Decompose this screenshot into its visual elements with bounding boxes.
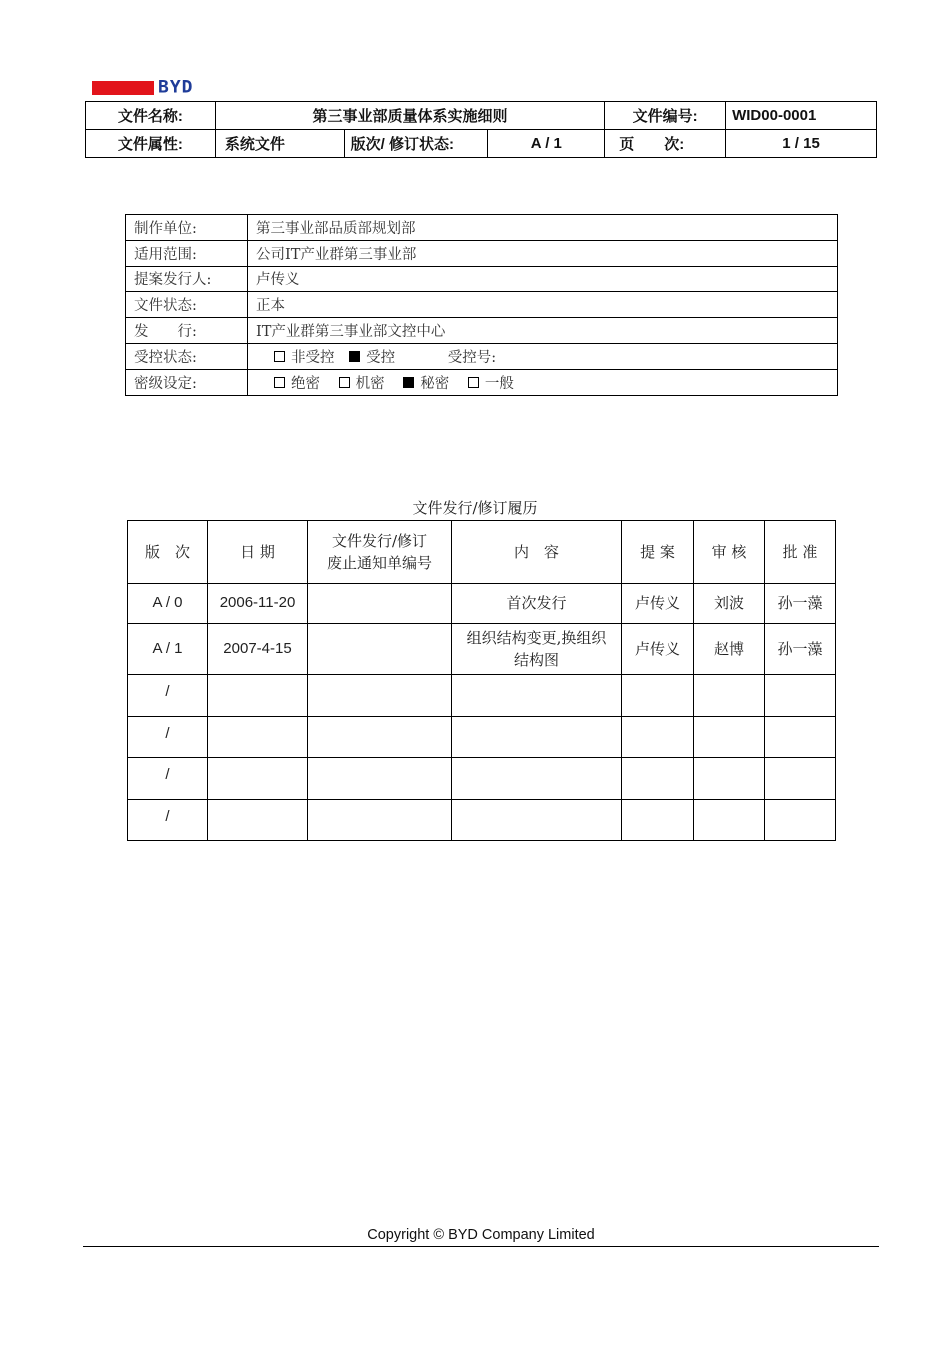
- info-value: 第三事业部品质部规划部: [248, 215, 838, 241]
- logo-red-bar: [92, 81, 154, 95]
- revision-history-table: [127, 520, 836, 841]
- doc-code-label: 文件编号:: [605, 102, 726, 130]
- info-label: 文件状态:: [126, 292, 248, 318]
- cell-reviewer: 刘波: [694, 584, 765, 624]
- cell-version: /: [128, 799, 208, 841]
- col-header-version: 版 次: [128, 521, 208, 584]
- copyright-notice: Copyright © BYD Company Limited: [367, 1227, 595, 1243]
- cell-version: /: [128, 758, 208, 800]
- info-row: [126, 240, 838, 266]
- doc-page-value: 1 / 15: [726, 130, 877, 158]
- controlled-option: 受控: [366, 349, 396, 366]
- cell-approver: 孙一藻: [765, 624, 836, 675]
- cell-content-line1: 组织结构变更,换组织: [466, 628, 607, 647]
- info-row: [126, 292, 838, 318]
- cell-notice: [308, 584, 452, 624]
- uncontrolled-option: 非受控: [291, 349, 335, 366]
- cell-version: A / 1: [128, 624, 208, 675]
- col-header-notice-line1: 文件发行/修订: [331, 531, 428, 550]
- unchecked-checkbox-icon: [339, 377, 350, 388]
- control-status-row: [126, 343, 838, 369]
- info-value: 公司IT产业群第三事业部: [248, 240, 838, 266]
- col-header-approver: 批 准: [765, 521, 836, 584]
- col-header-content: 内 容: [452, 521, 622, 584]
- info-label: 发 行:: [126, 318, 248, 344]
- secret-level-label: 密级设定:: [126, 369, 248, 395]
- cell-notice: [308, 624, 452, 675]
- cell-approver: 孙一藻: [765, 584, 836, 624]
- unchecked-checkbox-icon: [274, 351, 285, 362]
- cell-reviewer: 赵博: [694, 624, 765, 675]
- revision-header-row: [128, 521, 836, 584]
- unchecked-checkbox-icon: [274, 377, 285, 388]
- control-number-label: 受控号:: [447, 349, 497, 366]
- info-value: 卢传义: [248, 266, 838, 292]
- table-row: [128, 624, 836, 675]
- secret-level-row: [126, 369, 838, 395]
- col-header-notice: [308, 521, 452, 584]
- secret-option-general: 一般: [484, 375, 514, 392]
- col-header-notice-line2: 废止通知单编号: [326, 554, 432, 572]
- document-header-table: [85, 101, 877, 158]
- logo-text: BYD: [158, 77, 194, 98]
- secret-option-top: 绝密: [291, 375, 320, 392]
- revision-history-caption: 文件发行/修订履历: [412, 499, 538, 517]
- secret-option-secret: 秘密: [420, 375, 450, 392]
- table-row: [128, 799, 836, 841]
- cell-date: 2007-4-15: [208, 624, 308, 675]
- col-header-date: 日 期: [208, 521, 308, 584]
- info-value: 正本: [248, 292, 838, 318]
- checked-checkbox-icon: [403, 377, 414, 388]
- doc-code-value: WID00-0001: [726, 102, 877, 130]
- doc-name-label: 文件名称:: [86, 102, 216, 130]
- table-row: [128, 675, 836, 717]
- info-row: [126, 318, 838, 344]
- cell-version: /: [128, 675, 208, 717]
- table-row: [128, 584, 836, 624]
- cell-date: 2006-11-20: [208, 584, 308, 624]
- col-header-proposer: 提 案: [622, 521, 694, 584]
- doc-version-label: 版次/ 修订状态:: [344, 130, 488, 158]
- doc-version-value: A / 1: [488, 130, 605, 158]
- table-row: [128, 716, 836, 758]
- cell-content: [452, 624, 622, 675]
- doc-name-value: 第三事业部质量体系实施细则: [215, 102, 604, 130]
- secret-option-confidential: 机密: [355, 375, 385, 392]
- document-info-table: [125, 214, 838, 396]
- info-row: [126, 266, 838, 292]
- info-label: 提案发行人:: [126, 266, 248, 292]
- cell-content: 首次发行: [452, 584, 622, 624]
- cell-version: /: [128, 716, 208, 758]
- cell-proposer: 卢传义: [622, 584, 694, 624]
- table-row: [128, 758, 836, 800]
- col-header-reviewer: 审 核: [694, 521, 765, 584]
- cell-version: A / 0: [128, 584, 208, 624]
- info-row: [126, 215, 838, 241]
- info-value: IT产业群第三事业部文控中心: [248, 318, 838, 344]
- footer-divider: [83, 1246, 879, 1247]
- unchecked-checkbox-icon: [468, 377, 479, 388]
- doc-page-label: 页 次:: [605, 130, 726, 158]
- doc-attr-label: 文件属性:: [86, 130, 216, 158]
- control-status-label: 受控状态:: [126, 343, 248, 369]
- doc-attr-value: 系统文件: [215, 130, 344, 158]
- checked-checkbox-icon: [349, 351, 360, 362]
- info-label: 制作单位:: [126, 215, 248, 241]
- info-label: 适用范围:: [126, 240, 248, 266]
- cell-content-line2: 结构图: [513, 651, 559, 669]
- cell-proposer: 卢传义: [622, 624, 694, 675]
